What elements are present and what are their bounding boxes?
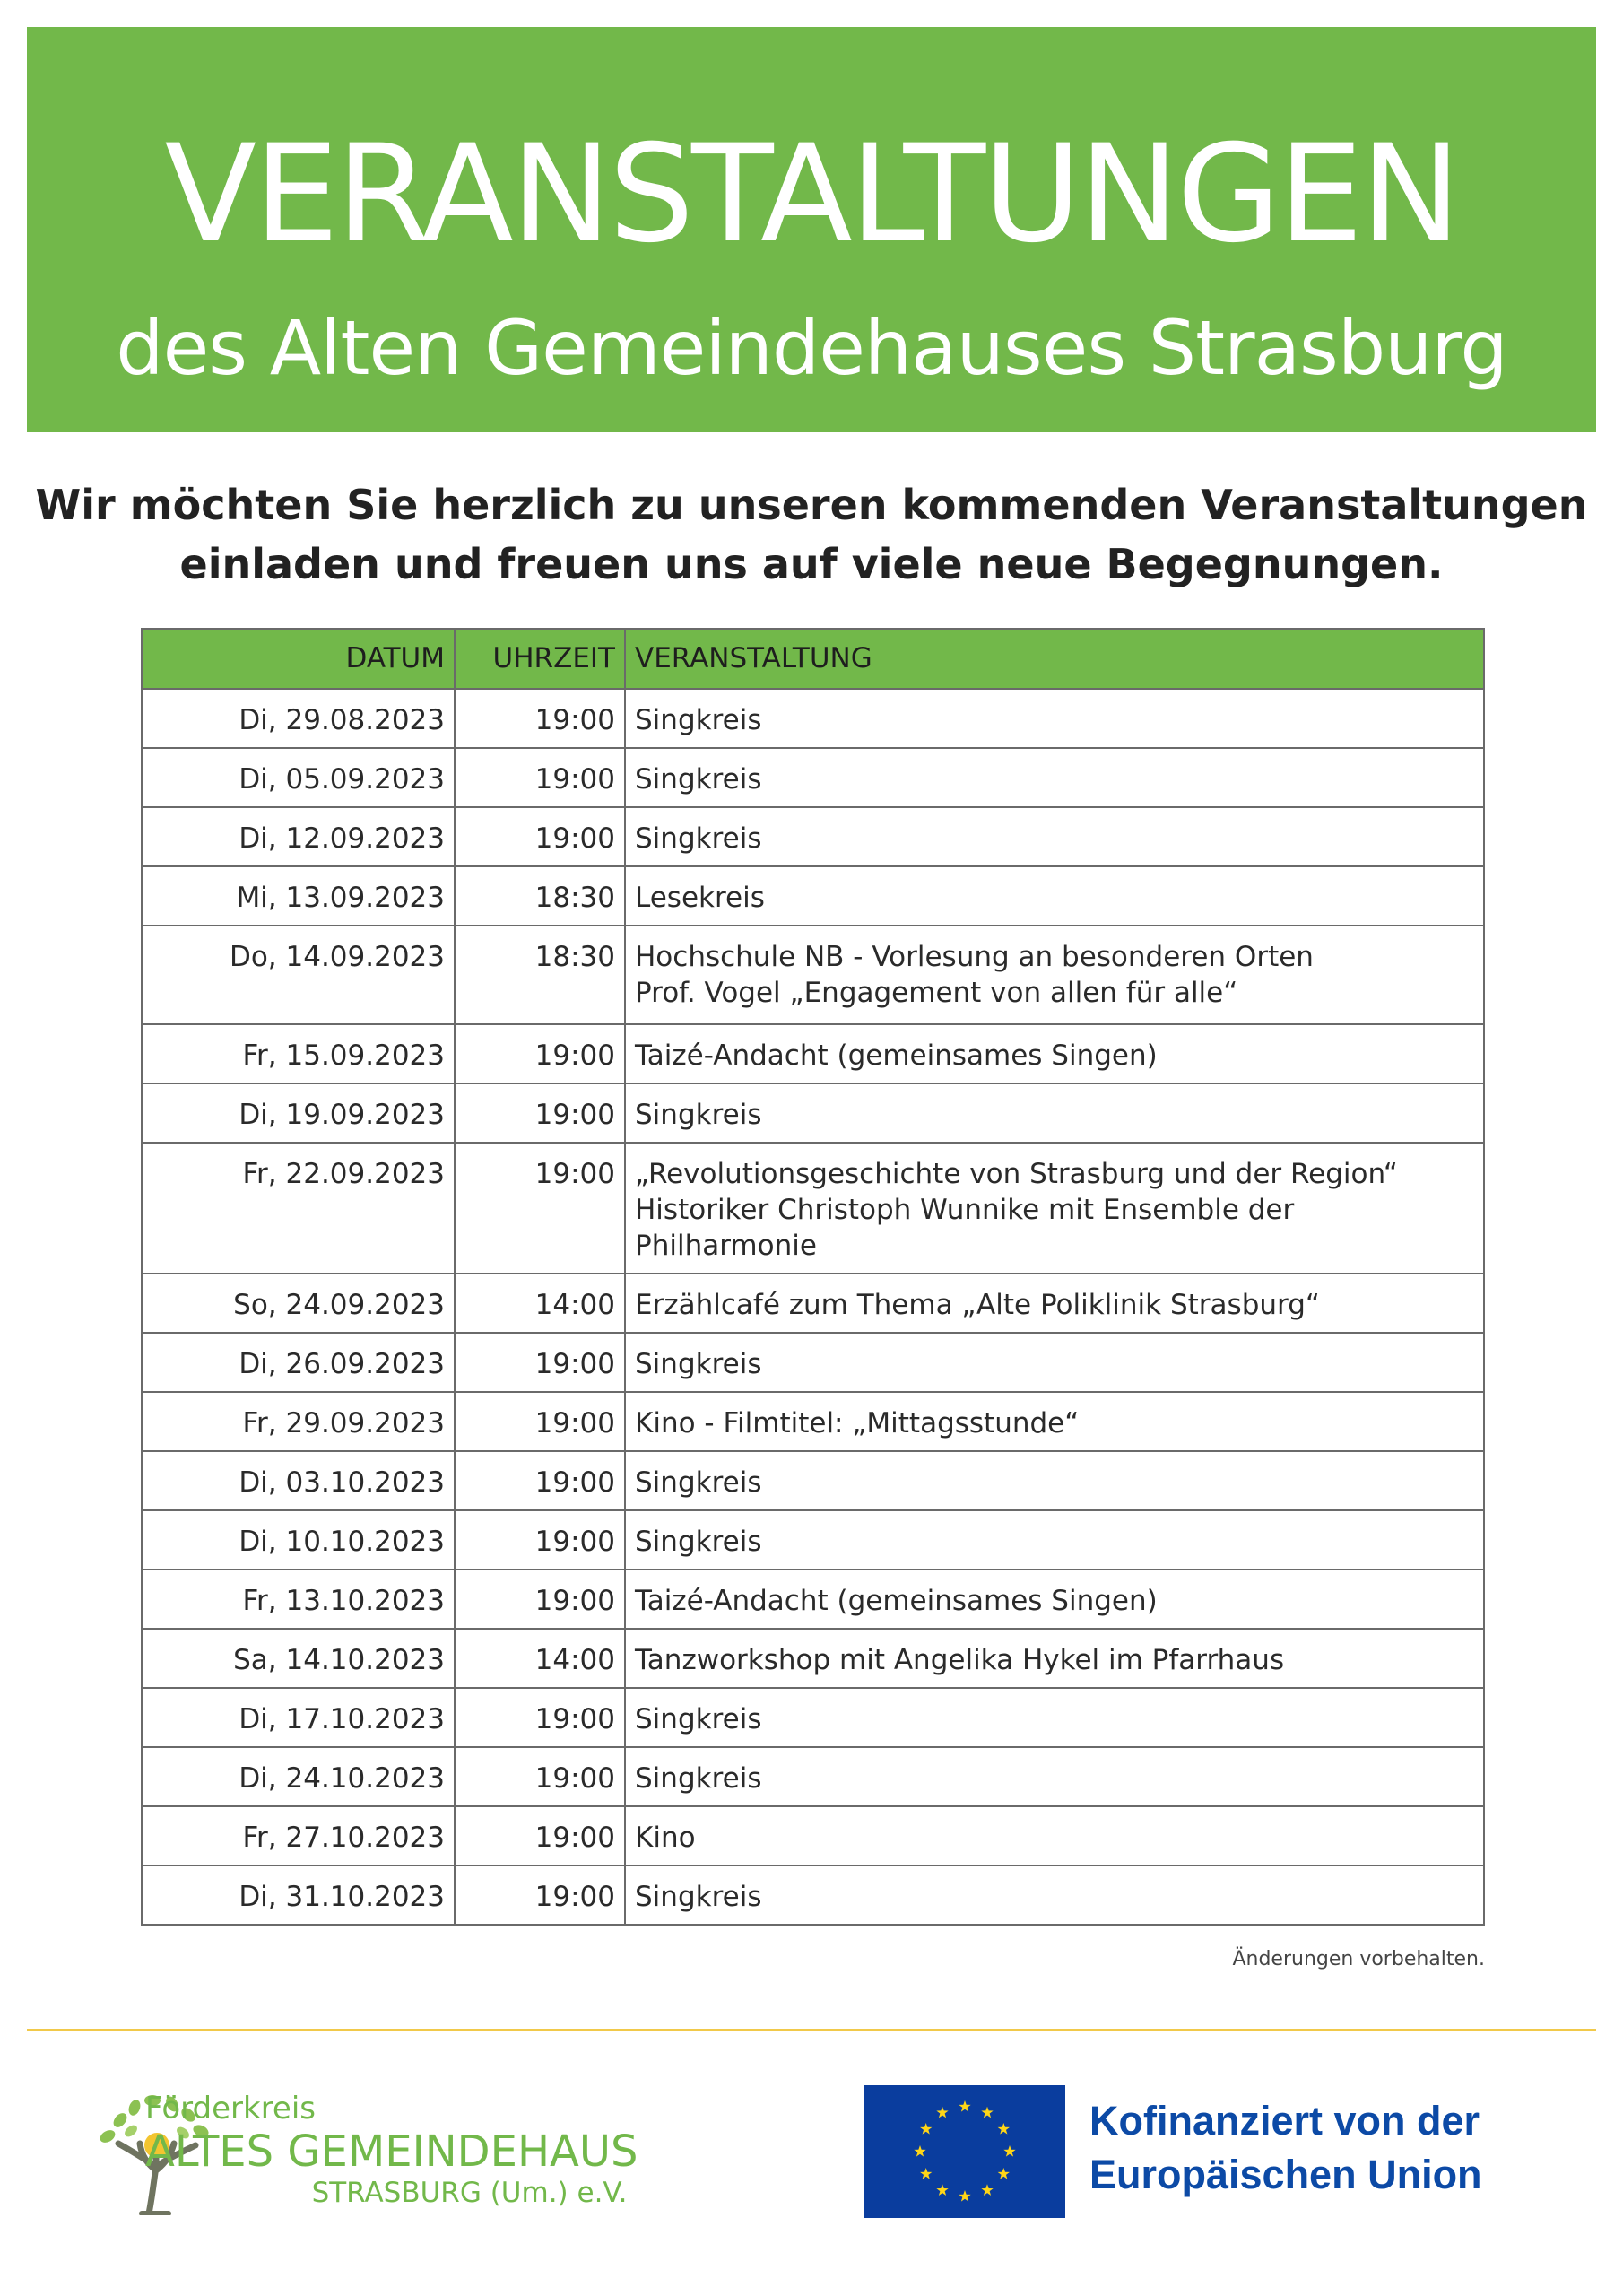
event-cell bbox=[625, 866, 1484, 926]
event-line-1: Singkreis bbox=[635, 1348, 762, 1380]
event-line-1: Lesekreis bbox=[635, 882, 765, 914]
date-cell: Di, 12.09.2023 bbox=[142, 807, 455, 866]
event-line-1: Kino - Filmtitel: „Mittagsstunde“ bbox=[635, 1407, 1080, 1439]
date-cell: Di, 31.10.2023 bbox=[142, 1866, 455, 1925]
date-cell: Di, 17.10.2023 bbox=[142, 1688, 455, 1747]
changes-note: Änderungen vorbehalten. bbox=[1232, 1948, 1485, 1970]
eu-line-2: Europäischen Union bbox=[1089, 2152, 1482, 2197]
event-cell bbox=[625, 689, 1484, 748]
events-table bbox=[141, 628, 1485, 1926]
org-name bbox=[145, 2090, 638, 2210]
table-row bbox=[142, 1451, 1484, 1510]
event-cell bbox=[625, 1629, 1484, 1688]
table-row bbox=[142, 1143, 1484, 1274]
event-cell bbox=[625, 1688, 1484, 1747]
org-line-1: Förderkreis bbox=[145, 2091, 317, 2126]
time-cell: 19:00 bbox=[455, 1570, 625, 1629]
event-cell bbox=[625, 1024, 1484, 1083]
intro-text bbox=[0, 475, 1623, 594]
table-row bbox=[142, 866, 1484, 926]
date-cell: Di, 29.08.2023 bbox=[142, 689, 455, 748]
event-line-1: Taizé-Andacht (gemeinsames Singen) bbox=[635, 1039, 1158, 1072]
table-row bbox=[142, 926, 1484, 1024]
table-row bbox=[142, 1866, 1484, 1925]
time-cell: 19:00 bbox=[455, 1510, 625, 1570]
event-line-1: Taizé-Andacht (gemeinsames Singen) bbox=[635, 1585, 1158, 1617]
event-line-1: Singkreis bbox=[635, 1466, 762, 1499]
table-row bbox=[142, 1392, 1484, 1451]
event-line-1: Singkreis bbox=[635, 1762, 762, 1795]
page-title: VERANSTALTUNGEN bbox=[164, 117, 1459, 273]
header-banner bbox=[27, 27, 1596, 432]
time-cell: 18:30 bbox=[455, 866, 625, 926]
time-cell: 19:00 bbox=[455, 1143, 625, 1274]
time-cell: 14:00 bbox=[455, 1274, 625, 1333]
table-row bbox=[142, 689, 1484, 748]
event-cell bbox=[625, 1143, 1484, 1274]
table-row bbox=[142, 807, 1484, 866]
event-line-1: Singkreis bbox=[635, 822, 762, 855]
event-line-1: Singkreis bbox=[635, 1881, 762, 1913]
event-line-2: Prof. Vogel „Engagement von allen für alle“ bbox=[635, 977, 1238, 1009]
time-cell: 19:00 bbox=[455, 1451, 625, 1510]
time-cell: 19:00 bbox=[455, 1866, 625, 1925]
time-cell: 19:00 bbox=[455, 689, 625, 748]
event-line-1: Tanzworkshop mit Angelika Hykel im Pfarrhaus bbox=[635, 1644, 1285, 1676]
org-line-3: STRASBURG (Um.) e.V. bbox=[311, 2177, 628, 2209]
event-cell bbox=[625, 1274, 1484, 1333]
event-cell bbox=[625, 1866, 1484, 1925]
time-cell: 19:00 bbox=[455, 1747, 625, 1806]
event-line-2: Historiker Christoph Wunnike mit Ensemble der Philharmonie bbox=[635, 1194, 1295, 1262]
time-cell: 19:00 bbox=[455, 1333, 625, 1392]
event-cell bbox=[625, 1333, 1484, 1392]
event-cell bbox=[625, 1083, 1484, 1143]
event-cell bbox=[625, 1392, 1484, 1451]
table-body bbox=[142, 689, 1484, 1925]
header-date: DATUM bbox=[142, 629, 455, 689]
event-line-1: Hochschule NB - Vorlesung an besonderen Orten bbox=[635, 941, 1314, 973]
header-event: VERANSTALTUNG bbox=[625, 629, 1484, 689]
date-cell: Fr, 15.09.2023 bbox=[142, 1024, 455, 1083]
time-cell: 19:00 bbox=[455, 1024, 625, 1083]
event-line-1: Singkreis bbox=[635, 1526, 762, 1558]
date-cell: Fr, 22.09.2023 bbox=[142, 1143, 455, 1274]
date-cell: Di, 05.09.2023 bbox=[142, 748, 455, 807]
header-time: UHRZEIT bbox=[455, 629, 625, 689]
table-header-row bbox=[142, 629, 1484, 689]
intro-line-1: Wir möchten Sie herzlich zu unseren kommenden Veranstaltungen bbox=[35, 481, 1588, 529]
event-line-1: Singkreis bbox=[635, 1703, 762, 1735]
date-cell: Di, 10.10.2023 bbox=[142, 1510, 455, 1570]
time-cell: 19:00 bbox=[455, 1806, 625, 1866]
time-cell: 19:00 bbox=[455, 748, 625, 807]
event-cell bbox=[625, 1806, 1484, 1866]
table-row bbox=[142, 1806, 1484, 1866]
table-row bbox=[142, 1274, 1484, 1333]
time-cell: 19:00 bbox=[455, 1392, 625, 1451]
date-cell: Sa, 14.10.2023 bbox=[142, 1629, 455, 1688]
eu-flag-icon bbox=[864, 2085, 1065, 2218]
date-cell: Di, 24.10.2023 bbox=[142, 1747, 455, 1806]
date-cell: Di, 26.09.2023 bbox=[142, 1333, 455, 1392]
table-row bbox=[142, 1083, 1484, 1143]
event-cell bbox=[625, 926, 1484, 1024]
date-cell: Fr, 27.10.2023 bbox=[142, 1806, 455, 1866]
event-line-1: Erzählcafé zum Thema „Alte Poliklinik Strasburg“ bbox=[635, 1289, 1320, 1321]
event-cell bbox=[625, 1747, 1484, 1806]
table-row bbox=[142, 1024, 1484, 1083]
date-cell: Mi, 13.09.2023 bbox=[142, 866, 455, 926]
org-line-2: ALTES GEMEINDEHAUS bbox=[145, 2126, 638, 2177]
page-subtitle: des Alten Gemeindehauses Strasburg bbox=[116, 304, 1507, 392]
time-cell: 19:00 bbox=[455, 1083, 625, 1143]
date-cell: Do, 14.09.2023 bbox=[142, 926, 455, 1024]
event-cell bbox=[625, 1570, 1484, 1629]
table-row bbox=[142, 1570, 1484, 1629]
date-cell: Di, 19.09.2023 bbox=[142, 1083, 455, 1143]
eu-line-1: Kofinanziert von der bbox=[1089, 2098, 1480, 2144]
event-cell bbox=[625, 748, 1484, 807]
time-cell: 19:00 bbox=[455, 807, 625, 866]
event-cell bbox=[625, 1451, 1484, 1510]
footer-divider bbox=[27, 2029, 1596, 2031]
date-cell: Fr, 29.09.2023 bbox=[142, 1392, 455, 1451]
date-cell: Fr, 13.10.2023 bbox=[142, 1570, 455, 1629]
event-line-1: Singkreis bbox=[635, 704, 762, 736]
event-line-1: Singkreis bbox=[635, 763, 762, 796]
time-cell: 14:00 bbox=[455, 1629, 625, 1688]
event-line-1: Singkreis bbox=[635, 1099, 762, 1131]
time-cell: 19:00 bbox=[455, 1688, 625, 1747]
eu-cofunding-text bbox=[1089, 2094, 1482, 2202]
event-cell bbox=[625, 1510, 1484, 1570]
event-line-1: „Revolutionsgeschichte von Strasburg und der Region“ bbox=[635, 1158, 1398, 1190]
table-row bbox=[142, 1333, 1484, 1392]
time-cell: 18:30 bbox=[455, 926, 625, 1024]
date-cell: Di, 03.10.2023 bbox=[142, 1451, 455, 1510]
table-row bbox=[142, 1747, 1484, 1806]
intro-line-2: einladen und freuen uns auf viele neue Begegnungen. bbox=[179, 540, 1444, 588]
date-cell: So, 24.09.2023 bbox=[142, 1274, 455, 1333]
table-row bbox=[142, 1688, 1484, 1747]
table-row bbox=[142, 1629, 1484, 1688]
event-line-1: Kino bbox=[635, 1822, 696, 1854]
table-row bbox=[142, 1510, 1484, 1570]
event-cell bbox=[625, 807, 1484, 866]
table-row bbox=[142, 748, 1484, 807]
